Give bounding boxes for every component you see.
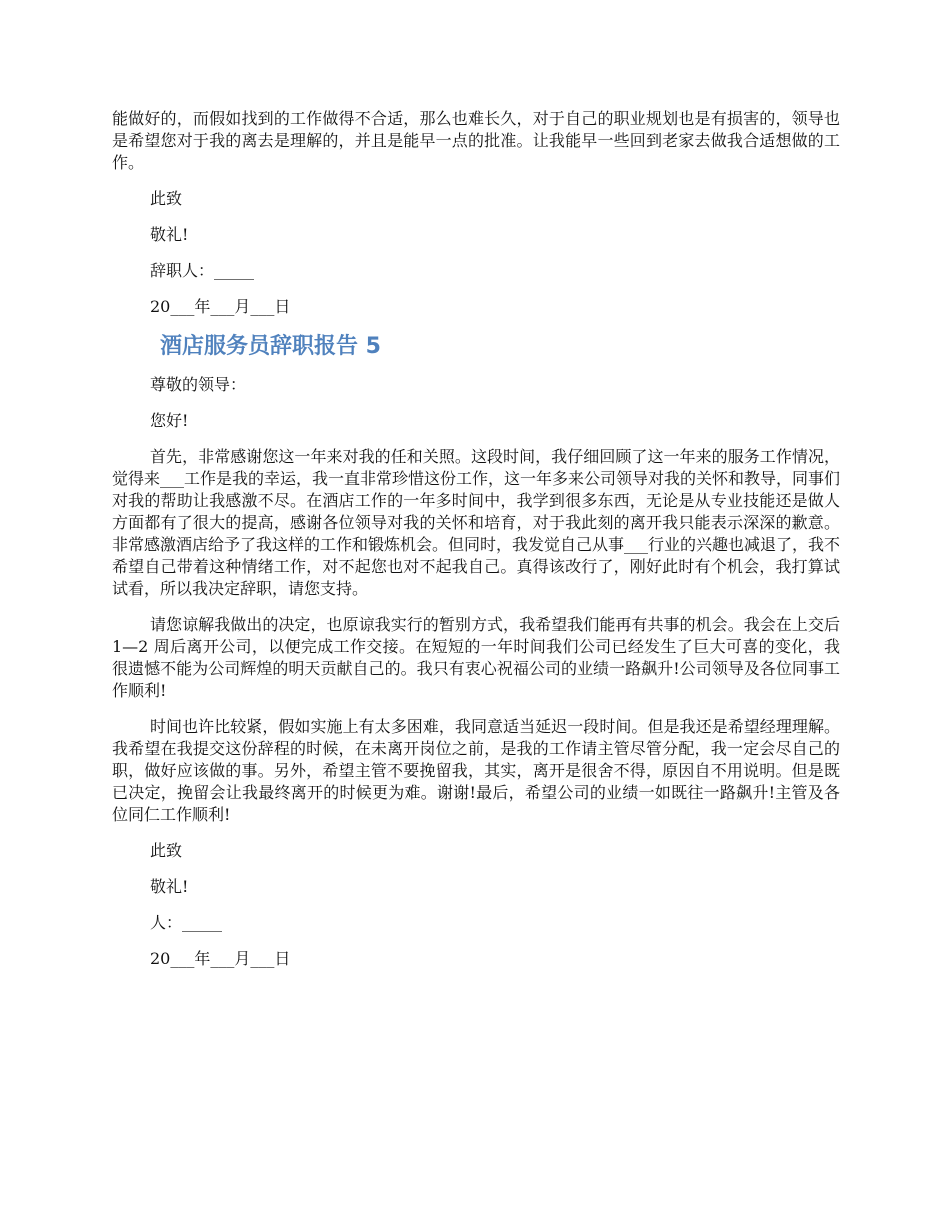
section4-signature: 辞职人：_____ [150,261,255,280]
section5-signature: 人：_____ [150,913,223,932]
section5-paragraph-1: 首先，非常感谢您这一年来对我的任和关照。这段时间，我仔细回顾了这一年来的服务工作情况，觉得来___工作是我的幸运，我一直非常珍惜这份工作，这一年多来公司领导对我的关怀和教导，同事们对我的帮助让我感激不尽。在酒店工作的一年多时间中，我学到很多东西，无论是从专业技能还是做人方面都有了很大的提高，感谢各位领导对我的关怀和培育，对于我此刻的离开我只能表示深深的歉意。非常感激酒店给予了我这样的工作和锻炼机会。但同时，我发觉自己从事___行业的兴趣也减退了，我不希望自己带着这种情绪工作，对不起您也对不起我自己。真得该改行了，刚好此时有个机会，我打算试试看，所以我决定辞职，请您支持。 [112,447,841,598]
section5-paragraph-2: 请您谅解我做出的决定，也原谅我实行的暂别方式，我希望我们能再有共事的机会。我会在上交后 1—2 周后离开公司，以便完成工作交接。在短短的一年时间我们公司已经发生了巨大可喜的变化，我很遗憾不能为公司辉煌的明天贡献自己的。我只有衷心祝福公司的业绩一路飙升!公司领导及各位同事工作顺利! [112,615,840,700]
section4-closing: 此致 [150,189,183,208]
section4-salute: 敬礼! [150,225,189,244]
section4-date: 20___年___月___日 [150,297,291,316]
section4-tail-paragraph: 能做好的，而假如找到的工作做得不合适，那么也难长久，对于自己的职业规划也是有损害的，领导也是希望您对于我的离去是理解的，并且是能早一点的批准。让我能早一些回到老家去做我合适想做的工作。 [112,109,840,172]
section5-paragraph-3: 时间也许比较紧，假如实施上有太多困难，我同意适当延迟一段时间。但是我还是希望经理理解。我希望在我提交这份辞程的时候，在未离开岗位之前，是我的工作请主管尽管分配，我一定会尽自己的职，做好应该做的事。另外，希望主管不要挽留我，其实，离开是很舍不得，原因自不用说明。但是既已决定，挽留会让我最终离开的时候更为难。谢谢!最后，希望公司的业绩一如既往一路飙升!主管及各位同仁工作顺利! [112,717,840,824]
section5-title: 酒店服务员辞职报告 5 [160,334,381,359]
section5-hello: 您好! [150,411,189,430]
section5-closing: 此致 [150,841,183,860]
section5-salute: 敬礼! [150,877,189,896]
document-page [112,108,840,984]
section5-date: 20___年___月___日 [150,949,291,968]
section5-greeting: 尊敬的领导： [150,375,247,394]
